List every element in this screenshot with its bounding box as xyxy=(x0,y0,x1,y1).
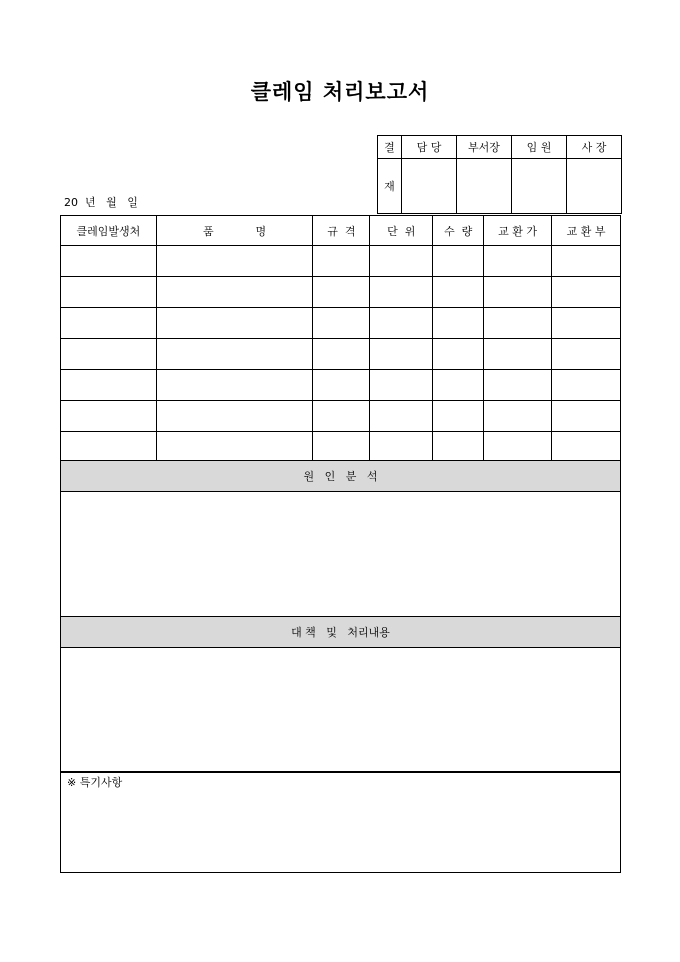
table-row xyxy=(61,401,621,432)
table-cell[interactable] xyxy=(61,432,157,463)
measures-section xyxy=(60,616,621,773)
measures-body[interactable] xyxy=(61,648,620,768)
approval-sign-executive[interactable] xyxy=(512,159,567,214)
table-cell[interactable] xyxy=(484,339,552,370)
table-cell[interactable] xyxy=(156,246,313,277)
table-cell[interactable] xyxy=(552,246,621,277)
table-cell[interactable] xyxy=(433,370,484,401)
table-cell[interactable] xyxy=(433,432,484,463)
table-cell[interactable] xyxy=(484,277,552,308)
table-cell[interactable] xyxy=(370,432,433,463)
table-cell[interactable] xyxy=(313,432,370,463)
table-cell[interactable] xyxy=(61,339,157,370)
approval-col-dept-head: 부서장 xyxy=(457,136,512,159)
table-cell[interactable] xyxy=(552,277,621,308)
table-cell[interactable] xyxy=(484,308,552,339)
header-claim-source: 클레임발생처 xyxy=(61,216,157,246)
cause-analysis-body[interactable] xyxy=(61,492,620,616)
table-cell[interactable] xyxy=(313,370,370,401)
table-cell[interactable] xyxy=(370,339,433,370)
table-cell[interactable] xyxy=(156,370,313,401)
table-cell[interactable] xyxy=(313,308,370,339)
table-cell[interactable] xyxy=(552,370,621,401)
table-cell[interactable] xyxy=(156,401,313,432)
table-row xyxy=(61,432,621,463)
table-cell[interactable] xyxy=(552,339,621,370)
date-line: 20 년 월 일 xyxy=(64,196,138,209)
header-exchange-price: 교 환 가 xyxy=(484,216,552,246)
table-cell[interactable] xyxy=(484,370,552,401)
table-cell[interactable] xyxy=(156,432,313,463)
table-cell[interactable] xyxy=(313,277,370,308)
document-title: 클레임 처리보고서 xyxy=(250,79,430,104)
table-cell[interactable] xyxy=(433,308,484,339)
approval-side-bottom: 재 xyxy=(378,159,402,214)
table-row xyxy=(61,339,621,370)
table-cell[interactable] xyxy=(370,370,433,401)
item-table xyxy=(60,215,621,463)
table-cell[interactable] xyxy=(552,308,621,339)
table-cell[interactable] xyxy=(552,432,621,463)
table-cell[interactable] xyxy=(156,308,313,339)
table-cell[interactable] xyxy=(313,339,370,370)
approval-sign-president[interactable] xyxy=(567,159,622,214)
table-row xyxy=(61,370,621,401)
table-cell[interactable] xyxy=(156,277,313,308)
header-exchange-part: 교 환 부 xyxy=(552,216,621,246)
table-cell[interactable] xyxy=(370,277,433,308)
cause-analysis-section xyxy=(60,460,621,617)
approval-sign-manager[interactable] xyxy=(402,159,457,214)
table-row xyxy=(61,246,621,277)
header-quantity: 수 량 xyxy=(433,216,484,246)
header-spec: 규 격 xyxy=(313,216,370,246)
approval-col-executive: 임 원 xyxy=(512,136,567,159)
header-item-name: 품 명 xyxy=(156,216,313,246)
table-cell[interactable] xyxy=(433,339,484,370)
table-row xyxy=(61,277,621,308)
table-cell[interactable] xyxy=(370,308,433,339)
table-cell[interactable] xyxy=(433,277,484,308)
header-unit: 단 위 xyxy=(370,216,433,246)
cause-analysis-header: 원 인 분 석 xyxy=(61,461,620,492)
table-cell[interactable] xyxy=(61,308,157,339)
table-cell[interactable] xyxy=(370,246,433,277)
table-cell[interactable] xyxy=(156,339,313,370)
table-cell[interactable] xyxy=(433,401,484,432)
table-cell[interactable] xyxy=(61,370,157,401)
approval-col-president: 사 장 xyxy=(567,136,622,159)
table-cell[interactable] xyxy=(484,401,552,432)
table-cell[interactable] xyxy=(313,401,370,432)
approval-side-top: 결 xyxy=(378,136,402,159)
notes-label: ※ 특기사항 xyxy=(67,776,123,789)
table-cell[interactable] xyxy=(484,432,552,463)
measures-header: 대 책 및 처리내용 xyxy=(61,617,620,648)
table-cell[interactable] xyxy=(552,401,621,432)
notes-section[interactable] xyxy=(60,771,621,873)
table-cell[interactable] xyxy=(370,401,433,432)
table-cell[interactable] xyxy=(484,246,552,277)
table-cell[interactable] xyxy=(433,246,484,277)
table-cell[interactable] xyxy=(313,246,370,277)
approval-block xyxy=(377,135,622,214)
table-cell[interactable] xyxy=(61,277,157,308)
table-cell[interactable] xyxy=(61,401,157,432)
table-row xyxy=(61,308,621,339)
approval-sign-dept-head[interactable] xyxy=(457,159,512,214)
item-table-header xyxy=(61,216,621,246)
table-cell[interactable] xyxy=(61,246,157,277)
approval-col-manager: 담 당 xyxy=(402,136,457,159)
